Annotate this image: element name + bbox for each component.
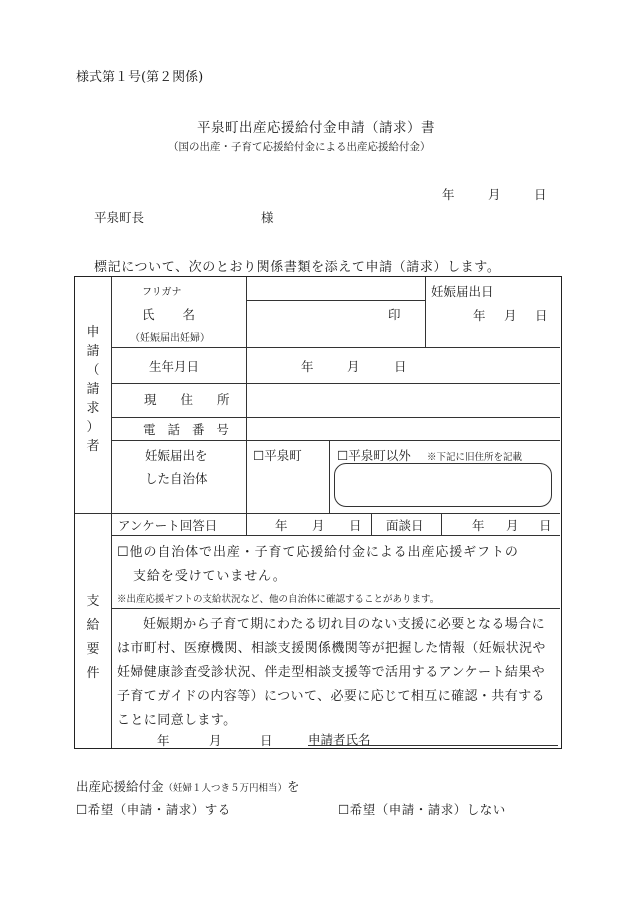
seal-mark: 印 [388, 307, 401, 322]
address-label: 現 住 所 [144, 392, 240, 407]
survey-date-field[interactable]: 年 月 日 [275, 518, 362, 533]
footer-question: 出産応援給付金（妊婦１人つき５万円相当）を [76, 779, 300, 794]
addressee-name: 平泉町長 [94, 210, 145, 225]
option-no-checkbox[interactable]: ☐希望（申請・請求）しない [338, 802, 506, 817]
address-field[interactable] [248, 385, 558, 416]
addressee-honorific: 様 [261, 210, 274, 225]
no-other-gift-checkbox[interactable]: ☐他の自治体で出産・子育て応援給付金による出産応援ギフトの [117, 545, 519, 560]
signature-date-month: 月 [209, 733, 222, 748]
requirements-header: 支 給 要 件 [86, 594, 100, 681]
municipality-label-2: した自治体 [145, 471, 208, 486]
confirmation-note: ※出産応援ギフトの支給状況など、他の自治体に確認することがあります。 [117, 594, 440, 605]
option-yes-checkbox[interactable]: ☐希望（申請・請求）する [76, 802, 231, 817]
interview-date-field[interactable]: 年 月 日 [472, 518, 552, 533]
form-number: 様式第１号(第２関係) [76, 70, 204, 85]
date-year: 年 [442, 187, 455, 202]
phone-label: 電 話 番 号 [143, 422, 233, 437]
option-other-checkbox[interactable]: ☐平泉町以外 [337, 448, 411, 463]
option-other-note: ※下記に旧住所を記載 [427, 452, 523, 463]
phone-field[interactable] [248, 419, 558, 439]
application-table [74, 276, 562, 749]
furigana-label: フリガナ [142, 287, 182, 298]
signature-date-day: 日 [260, 733, 273, 748]
intro-text: 標記について、次のとおり関係書類を添えて申請（請求）します。 [94, 260, 501, 275]
signature-date-year: 年 [157, 733, 170, 748]
date-month: 月 [488, 187, 501, 202]
date-day: 日 [534, 187, 547, 202]
consent-text: 妊娠期から子育て期にわたる切れ目のない支援に必要となる場合には市町村、医療機関、相談支援関係機関等が把握した情報（妊娠状況や妊婦健康診査受診状況、伴走型相談支援等で活用するアンケート結果や子育てガイドの内容等）について、必要に応じて相互に確認・共有することに同意します。 [117, 617, 546, 728]
name-label: 氏 名 [142, 307, 197, 322]
signature-field[interactable] [308, 730, 558, 746]
interview-date-label: 面談日 [386, 518, 424, 533]
name-sub-label: （妊娠届出妊婦） [130, 333, 210, 344]
furigana-field[interactable] [248, 279, 423, 299]
pregnancy-date-label: 妊娠届出日 [431, 284, 494, 299]
pregnancy-date-field[interactable]: 年 月 日 [473, 308, 548, 323]
former-address-field[interactable] [334, 463, 552, 507]
option-hiraizumi-checkbox[interactable]: ☐平泉町 [253, 448, 302, 463]
form-title: 平泉町出産応援給付金申請（請求）書 [197, 120, 435, 136]
form-subtitle: （国の出産・子育て応援給付金による出産応援給付金） [168, 141, 431, 153]
birthdate-label: 生年月日 [149, 359, 200, 374]
municipality-label-1: 妊娠届出を [145, 448, 208, 463]
survey-date-label: アンケート回答日 [118, 518, 218, 533]
no-other-gift-text-2: 支給を受けていません。 [133, 569, 287, 584]
birthdate-field[interactable]: 年 月 日 [301, 359, 407, 374]
applicant-header: 申 請 （ 請 求 ） 者 [86, 325, 100, 454]
signature-label: 申請者氏名 [308, 732, 371, 747]
